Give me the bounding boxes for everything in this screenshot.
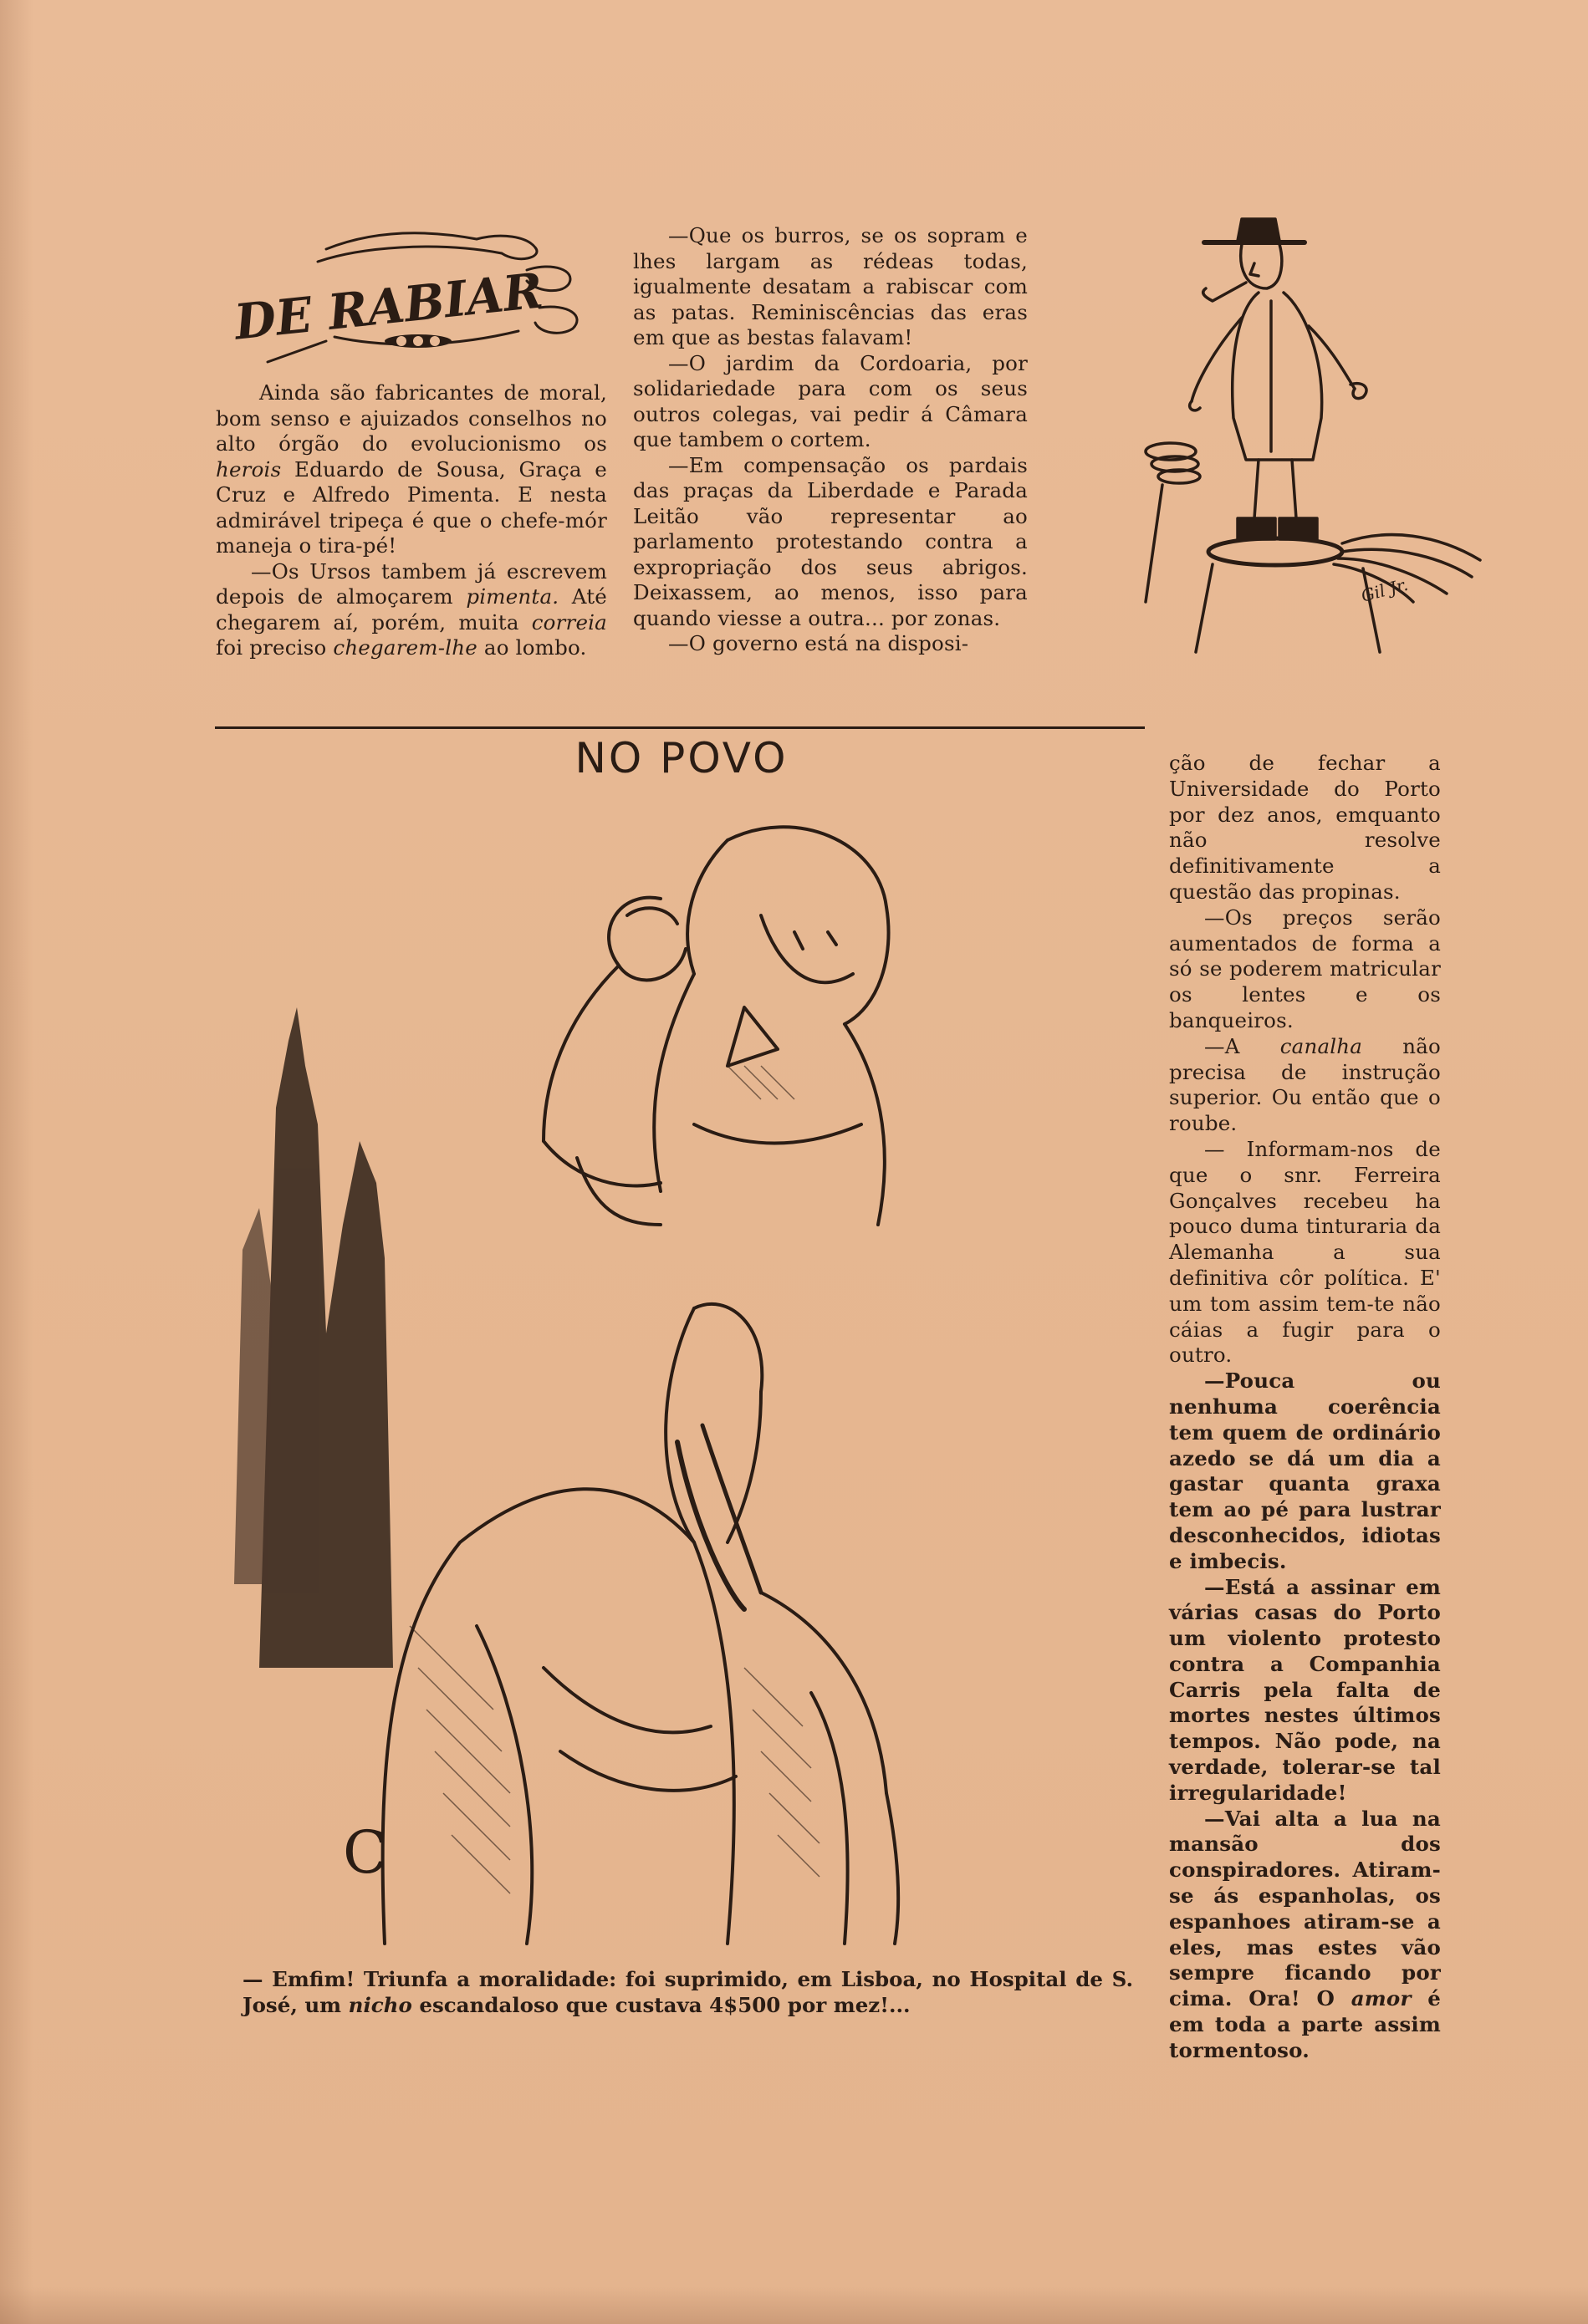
- right-paragraph-3: —A canalha não precisa de instrução superior. Ou então que o roube.: [1169, 1033, 1441, 1136]
- right-paragraph-1: ção de fechar a Universidade do Porto por dez anos, emquanto não resolve definitivamente a questão das propinas.: [1169, 751, 1441, 904]
- right-paragraph-5: —Pouca ou nenhuma coerência tem quem de ordinário azedo se dá um dia a gastar quanta graxa tem ao pé para lustrar desconhecidos, idiotas e imbecis.: [1169, 1368, 1441, 1573]
- illustration-signature: C: [343, 1818, 388, 1887]
- middle-paragraph-3: —Em compensação os pardais das praças da Liberdade e Parada Leitão vão representar ao parlamento protestando contra a expropriação dos seus abrigos. Deixassem, ao menos, isso para quando viesse a outra... por zonas.: [633, 452, 1028, 630]
- page-bottom-fold: [0, 2286, 1588, 2324]
- left-paragraph-2: —Os Ursos tambem já escrevem depois de almoçarem pimenta. Até chegarem aí, porém, muita correia foi preciso chegarem-lhe ao lombo.: [216, 558, 607, 660]
- right-paragraph-2: —Os preços serão aumentados de forma a só se poderem matricular os lentes e os banqueiros.: [1169, 905, 1441, 1032]
- middle-paragraph-2: —O jardim da Cordoaria, por solidariedade para com os seus outros colegas, vai pedir á Câmara que tambem o cortem.: [633, 350, 1028, 451]
- illustration-caption: — Emfim! Triunfa a moralidade: foi suprimido, em Lisboa, no Hospital de S. José, um nicho escandaloso que custava 4$500 por mez!...: [243, 1967, 1133, 2017]
- de-rabiar-logo: [226, 224, 598, 366]
- middle-text-column: [633, 223, 1028, 657]
- section-headline: NO POVO: [574, 734, 789, 782]
- cartoon-signature: Gil Jr.: [1359, 573, 1411, 606]
- right-paragraph-6: —Está a assinar em várias casas do Porto um violento protesto contra a Companhia Carris pela falta de mortes nestes últimos tempos. Não pode, na verdade, tolerar-se tal irregularidade!: [1169, 1574, 1441, 1805]
- middle-paragraph-4: —O governo está na disposi-: [668, 631, 969, 655]
- right-text-column: [1169, 751, 1441, 2064]
- right-paragraph-7: —Vai alta a lua na mansão dos conspiradores. Atiram-se ás espanholas, os espanhoes atiram-se a eles, mas estes vão sempre ficando por cima. Ora! O amor é em toda a parte assim tormentoso.: [1169, 1806, 1441, 2062]
- logo-text: DE RABIAR: [232, 261, 552, 351]
- middle-paragraph-1: —Que os burros, se os sopram e lhes largam as rédeas todas, igualmente desatam a rabiscar com as patas. Reminiscências das eras em que as bestas falavam!: [633, 223, 1028, 349]
- left-paragraph-1: Ainda são fabricantes de moral, bom senso e ajuizados conselhos no alto órgão do evolucionismo os herois Eduardo de Sousa, Graça e Cruz e Alfredo Pimenta. E nesta admirável tripeça é que o chefe-mór maneja o tira-pé!: [216, 380, 607, 558]
- top-right-cartoon: [1112, 209, 1514, 694]
- right-paragraph-4: — Informam-nos de que o snr. Ferreira Gonçalves recebeu ha pouco duma tinturaria da Alemanha a sua definitiva côr política. E' um tom assim tem-te não cáias a fugir para o outro.: [1169, 1136, 1441, 1368]
- page-edge-shadow: [0, 0, 33, 2324]
- no-povo-illustration: [226, 790, 1146, 1952]
- left-text-column: [216, 380, 607, 661]
